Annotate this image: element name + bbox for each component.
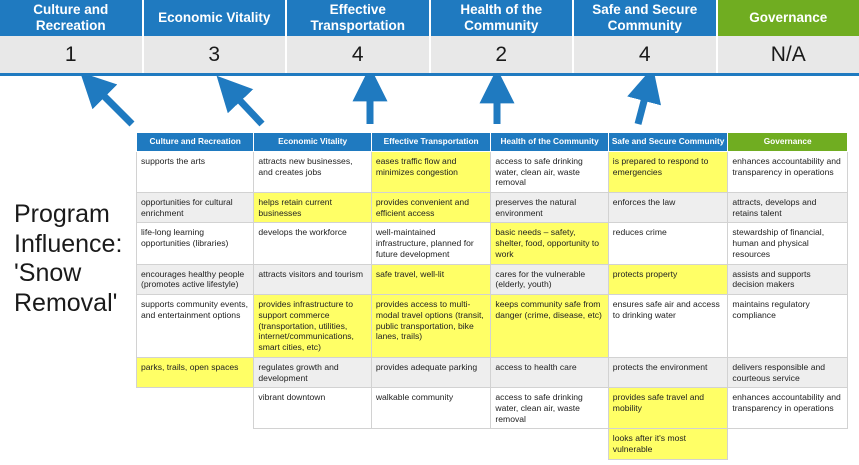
arrow-to-culture-and-recreation: [94, 86, 132, 124]
matrix-header-effective-transportation: Effective Transportation: [371, 133, 491, 152]
matrix-cell: provides safe travel and mobility: [608, 388, 728, 429]
matrix-row: [137, 388, 848, 429]
goal-header-label: Health of the Community: [460, 2, 543, 33]
matrix-cell: supports community events, and entertainment options: [137, 295, 254, 358]
matrix-cell: parks, trails, open spaces: [137, 357, 254, 387]
matrix-cell: life-long learning opportunities (libraries): [137, 223, 254, 264]
arrows-svg: [0, 76, 859, 132]
matrix-cell: [254, 429, 371, 459]
matrix-cell: ensures safe air and access to drinking water: [608, 295, 728, 358]
matrix-cell: access to safe drinking water, clean air, waste removal: [491, 151, 608, 192]
goal-header-economic-vitality: [144, 0, 288, 36]
matrix-row: [137, 151, 848, 192]
score-value-governance: N/A: [770, 42, 806, 66]
arrow-layer: [0, 76, 859, 132]
matrix-cell: develops the workforce: [254, 223, 371, 264]
matrix-cell: helps retain current businesses: [254, 192, 371, 222]
matrix-cell: attracts new businesses, and creates jobs: [254, 151, 371, 192]
matrix-cell: supports the arts: [137, 151, 254, 192]
matrix-cell: keeps community safe from danger (crime, disease, etc): [491, 295, 608, 358]
matrix-row: [137, 295, 848, 358]
arrow-to-economic-vitality: [230, 90, 262, 124]
matrix-cell: [728, 429, 848, 459]
matrix-cell: [371, 429, 491, 459]
matrix-header-health-of-the-community: Health of the Community: [491, 133, 608, 152]
matrix-row: [137, 264, 848, 294]
matrix-cell: access to safe drinking water, clean air, waste removal: [491, 388, 608, 429]
matrix-cell: provides adequate parking: [371, 357, 491, 387]
goal-header-label: Effective Transportation: [310, 2, 405, 33]
matrix-cell: provides convenient and efficient access: [371, 192, 491, 222]
matrix-cell: [137, 388, 254, 429]
matrix-cell: provides access to multi-modal travel options (transit, public transportation, bike lanes, trails): [371, 295, 491, 358]
matrix-cell: provides infrastructure to support commerce (transportation, utilities, internet/communications, smart cities, etc): [254, 295, 371, 358]
matrix-cell: is prepared to respond to emergencies: [608, 151, 728, 192]
matrix-cell: eases traffic flow and minimizes congestion: [371, 151, 491, 192]
matrix-header-culture-and-recreation: Culture and Recreation: [137, 133, 254, 152]
arrow-to-safe-and-secure-community: [638, 86, 648, 124]
goal-header-label: Governance: [749, 10, 828, 26]
matrix-cell: delivers responsible and courteous service: [728, 357, 848, 387]
score-value-economic-vitality: 3: [144, 36, 288, 73]
matrix-cell: vibrant downtown: [254, 388, 371, 429]
score-value-effective-transportation: 4: [287, 36, 431, 73]
matrix-row: [137, 192, 848, 222]
matrix-row: [137, 223, 848, 264]
matrix-cell: safe travel, well-lit: [371, 264, 491, 294]
matrix-header-row: [137, 133, 848, 152]
matrix-cell: basic needs – safety, shelter, food, opportunity to work: [491, 223, 608, 264]
matrix-cell: protects property: [608, 264, 728, 294]
matrix-cell: enforces the law: [608, 192, 728, 222]
matrix-cell: walkable community: [371, 388, 491, 429]
matrix-cell: preserves the natural environment: [491, 192, 608, 222]
matrix-header-governance: Governance: [728, 133, 848, 152]
matrix-cell: maintains regulatory compliance: [728, 295, 848, 358]
matrix-cell: [491, 429, 608, 459]
matrix-cell: opportunities for cultural enrichment: [137, 192, 254, 222]
goal-header-safe-and-secure-community: [574, 0, 718, 36]
goal-header-culture-and-recreation: [0, 0, 144, 36]
goal-header-label: Culture and Recreation: [33, 2, 109, 33]
matrix-cell: well-maintained infrastructure, planned for future development: [371, 223, 491, 264]
matrix-cell: cares for the vulnerable (elderly, youth): [491, 264, 608, 294]
program-influence-caption: Program Influence: 'Snow Removal': [14, 200, 123, 317]
score-value-safe-and-secure-community: 4: [574, 36, 718, 73]
score-value-culture-and-recreation: 1: [0, 36, 144, 73]
matrix-cell: attracts, develops and retains talent: [728, 192, 848, 222]
matrix-cell: encourages healthy people (promotes active lifestyle): [137, 264, 254, 294]
goal-header-governance: [718, 0, 859, 36]
matrix-cell: access to health care: [491, 357, 608, 387]
matrix-cell: enhances accountability and transparency in operations: [728, 388, 848, 429]
matrix-cell: reduces crime: [608, 223, 728, 264]
matrix-header-safe-and-secure-community: Safe and Secure Community: [608, 133, 728, 152]
goal-header-band: [0, 0, 859, 36]
matrix-cell: looks after it's most vulnerable: [608, 429, 728, 459]
matrix-cell: protects the environment: [608, 357, 728, 387]
matrix-cell: assists and supports decision makers: [728, 264, 848, 294]
matrix-row: [137, 357, 848, 387]
score-value-health-of-the-community: 2: [431, 36, 575, 73]
matrix-row: [137, 429, 848, 459]
goal-header-effective-transportation: [287, 0, 431, 36]
goal-header-label: Safe and Secure Community: [592, 2, 698, 33]
goal-header-label: Economic Vitality: [158, 10, 271, 26]
matrix-cell: enhances accountability and transparency in operations: [728, 151, 848, 192]
matrix-body: [137, 151, 848, 459]
matrix-header-economic-vitality: Economic Vitality: [254, 133, 371, 152]
matrix-cell: attracts visitors and tourism: [254, 264, 371, 294]
matrix-cell: regulates growth and development: [254, 357, 371, 387]
goal-attribute-matrix: [136, 132, 848, 460]
goal-header-health-of-the-community: [431, 0, 575, 36]
matrix-cell: stewardship of financial, human and physical resources: [728, 223, 848, 264]
matrix-cell: [137, 429, 254, 459]
score-band: [0, 36, 859, 76]
